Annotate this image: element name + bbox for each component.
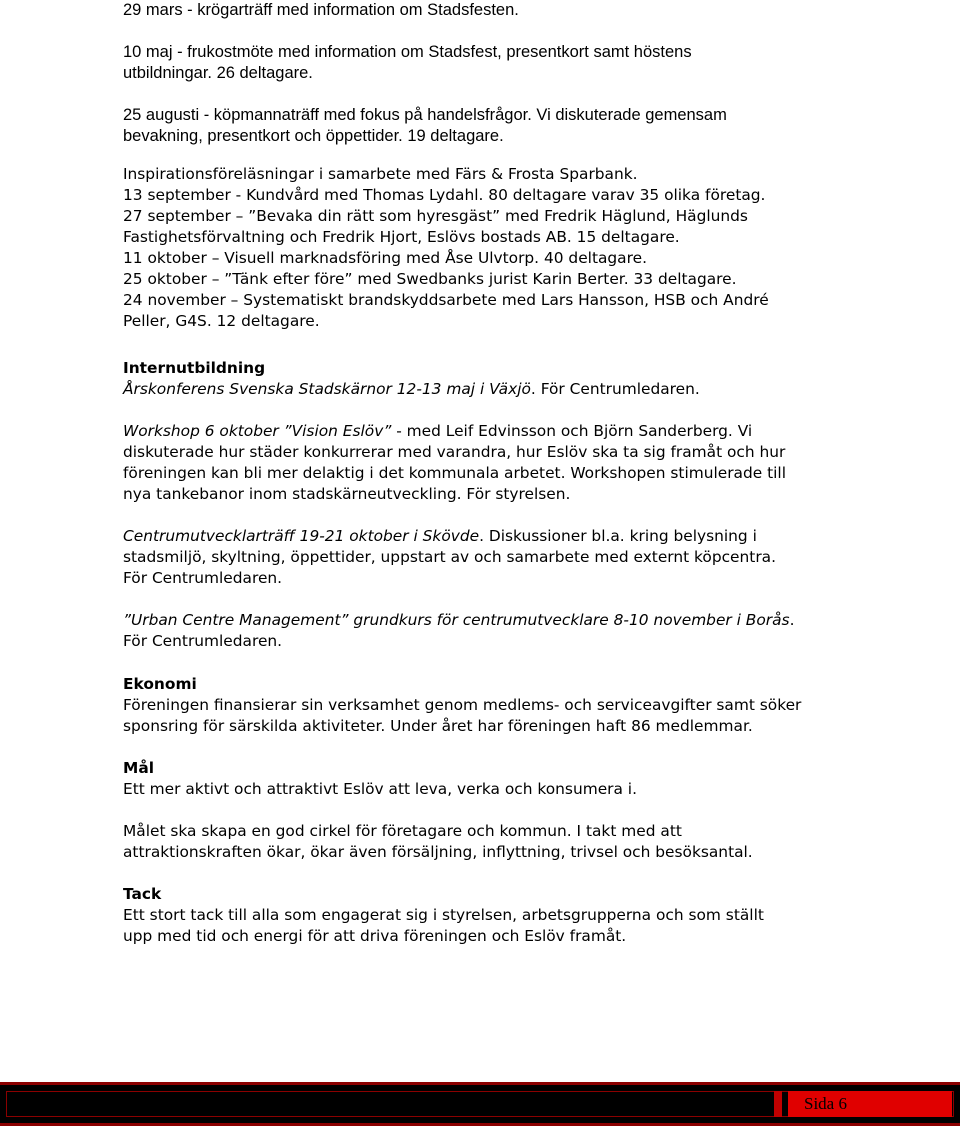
lectures-block bbox=[123, 164, 769, 332]
text-line: 24 november – Systematiskt brandskyddsarbete med Lars Hansson, HSB och André bbox=[123, 291, 769, 309]
text-line: Målet ska skapa en god cirkel för företagare och kommun. I takt med att bbox=[123, 822, 682, 840]
text-line bbox=[123, 610, 794, 631]
text-line: föreningen kan bli mer delaktig i det kommunala arbetet. Workshopen stimulerade till bbox=[123, 464, 786, 482]
text-line: upp med tid och energi för att driva föreningen och Eslöv framåt. bbox=[123, 927, 627, 945]
text-line bbox=[123, 379, 794, 400]
text-line: 27 september – ”Bevaka din rätt som hyresgäst” med Fredrik Häglund, Häglunds bbox=[123, 207, 748, 225]
text-line: Peller, G4S. 12 deltagare. bbox=[123, 312, 320, 330]
text-line: stadsmiljö, skyltning, öppettider, uppstart av och samarbete med externt köpcentra. bbox=[123, 548, 776, 566]
event-detail: . Diskussioner bl.a. kring belysning i bbox=[479, 527, 757, 545]
text-line: diskuterade hur städer konkurrerar med varandra, hur Eslöv ska ta sig framåt och hur bbox=[123, 443, 786, 461]
text-line: 11 oktober – Visuell marknadsföring med Åse Ulvtorp. 40 deltagare. bbox=[123, 249, 647, 267]
economy-lines bbox=[123, 695, 823, 737]
text-line bbox=[123, 526, 794, 547]
internal-training-section bbox=[123, 358, 794, 652]
text-line: Inspirationsföreläsningar i samarbete med Färs & Frosta Sparbank. bbox=[123, 165, 638, 183]
text-line: 13 september - Kundvård med Thomas Lydahl. 80 deltagare varav 35 olika företag. bbox=[123, 186, 766, 204]
event-title: Workshop 6 oktober ”Vision Eslöv” bbox=[123, 422, 392, 440]
text-line: 25 oktober – ”Tänk efter före” med Swedbanks jurist Karin Berter. 33 deltagare. bbox=[123, 270, 737, 288]
text-line: nya tankebanor inom stadskärneutveckling. För styrelsen. bbox=[123, 485, 571, 503]
footer-accent-stripe bbox=[774, 1091, 782, 1117]
event-title: ”Urban Centre Management” grundkurs för centrumutvecklare 8-10 november i Borås bbox=[123, 611, 790, 629]
text-line: 10 maj - frukostmöte med information om Stadsfest, presentkort samt höstens bbox=[123, 43, 692, 61]
goal-section bbox=[123, 758, 823, 863]
text-line: Fastighetsförvaltning och Fredrik Hjort, Eslövs bostads AB. 15 deltagare. bbox=[123, 228, 680, 246]
text-line: sponsring för särskilda aktiviteter. Under året har föreningen haft 86 medlemmar. bbox=[123, 717, 753, 735]
text-line: Föreningen finansierar sin verksamhet genom medlems- och serviceavgifter samt söker bbox=[123, 696, 802, 714]
text-line: attraktionskraften ökar, ökar även försäljning, inflyttning, trivsel och besöksantal. bbox=[123, 843, 753, 861]
event-detail: - med Leif Edvinsson och Björn Sanderberg. Vi bbox=[391, 422, 753, 440]
event-detail: . bbox=[789, 611, 795, 629]
section-heading: Ekonomi bbox=[123, 675, 197, 693]
text-line: bevakning, presentkort och öppettider. 19 deltagare. bbox=[123, 127, 504, 145]
page-footer bbox=[0, 1082, 960, 1126]
text-line: 25 augusti - köpmannaträff med fokus på handelsfrågor. Vi diskuterade gemensam bbox=[123, 106, 727, 124]
event-title: Årskonferens Svenska Stadskärnor 12-13 maj i Växjö bbox=[123, 380, 531, 398]
text-line bbox=[123, 421, 794, 442]
text-line: Ett stort tack till alla som engagerat sig i styrelsen, arbetsgrupperna och som ställt bbox=[123, 906, 764, 924]
intro-block bbox=[123, 0, 727, 147]
text-line: Ett mer aktivt och attraktivt Eslöv att leva, verka och konsumera i. bbox=[123, 780, 637, 798]
event-title: Centrumutvecklarträff 19-21 oktober i Skövde bbox=[123, 527, 480, 545]
text-line: utbildningar. 26 deltagare. bbox=[123, 64, 313, 82]
text-line: För Centrumledaren. bbox=[123, 569, 283, 587]
thanks-section bbox=[123, 884, 823, 947]
event-detail: . För Centrumledaren. bbox=[530, 380, 700, 398]
section-heading: Mål bbox=[123, 759, 154, 777]
page-number: Sida 6 bbox=[788, 1091, 952, 1117]
section-heading: Tack bbox=[123, 885, 162, 903]
text-line: För Centrumledaren. bbox=[123, 632, 283, 650]
text-line: 29 mars - krögarträff med information om Stadsfesten. bbox=[123, 1, 519, 19]
section-heading: Internutbildning bbox=[123, 359, 266, 377]
